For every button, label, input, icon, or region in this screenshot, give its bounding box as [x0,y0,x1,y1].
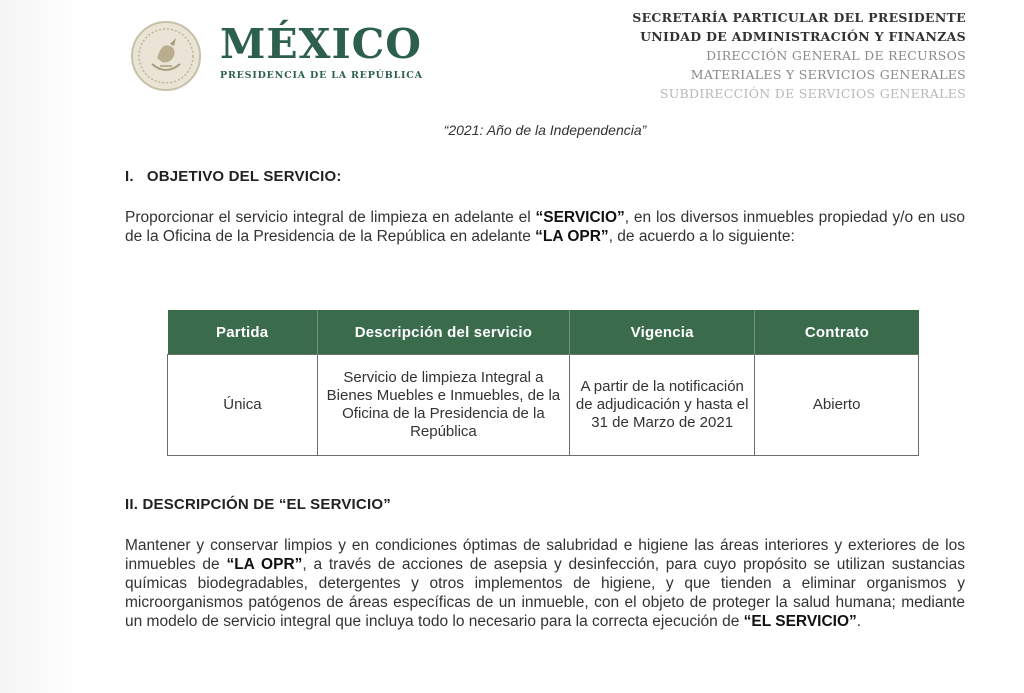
year-motto: “2021: Año de la Independencia” [443,122,647,138]
paragraph-text: Mantener y conservar limpios y en condiciones óptimas de salubridad e higiene las áreas interiores y exteriores de los inmuebles de [125,537,965,573]
department-line: MATERIALES Y SERVICIOS GENERALES [690,67,966,82]
paragraph-text: , de acuerdo a lo siguiente: [608,227,795,245]
logo-block [220,22,423,81]
column-header-contrato: Contrato [755,310,919,355]
logo-subtitle: PRESIDENCIA DE LA REPÚBLICA [220,70,423,81]
cell-partida: Única [168,355,318,456]
bold-term: “SERVICIO” [535,209,625,226]
section-description-heading: II. DESCRIPCIÓN DE “EL SERVICIO” [125,496,391,513]
cell-descripcion: Servicio de limpieza Integral a Bienes Muebles e Inmuebles, de la Oficina de la Presidencia de la República [317,355,569,456]
column-header-vigencia: Vigencia [569,310,754,355]
department-line: SECRETARÍA PARTICULAR DEL PRESIDENTE [632,10,966,25]
description-paragraph [125,536,965,631]
table-row [168,355,919,456]
bold-term: “LA OPR” [535,227,609,245]
paragraph-text: . [856,613,862,630]
objective-paragraph [125,209,965,246]
paragraph-text: Proporcionar el servicio integral de limpieza en adelante el [125,209,536,226]
paragraph-text: , en los diversos inmuebles propiedad y/o en uso de la Oficina de la Presidencia de la República en adelante [125,209,965,245]
department-block [632,8,966,103]
coat-of-arms-seal-icon [130,20,202,92]
bold-term: “EL SERVICIO” [743,613,857,630]
service-table [167,310,919,456]
cell-contrato: Abierto [755,355,919,456]
department-line: DIRECCIÓN GENERAL DE RECURSOS [706,48,966,63]
column-header-descripcion: Descripción del servicio [317,310,569,355]
bold-term: “LA OPR” [226,556,303,573]
paragraph-text: , a través de acciones de asepsia y desinfección, para cuyo propósito se utilizan sustancias químicas biodegradables, detergentes y otros implementos de higiene, y que tienden a eliminar organismos y microorganismos patógenos de áreas específicas de un inmueble, con el objeto de proteger la salud humana; mediante un modelo de servicio integral que incluya todo lo necesario para la correcta ejecución de [125,556,965,630]
cell-vigencia: A partir de la notificación de adjudicación y hasta el 31 de Marzo de 2021 [569,355,754,456]
table-header-row [168,310,919,355]
logo-name: MÉXICO [220,20,422,68]
column-header-partida: Partida [168,310,318,355]
department-line: UNIDAD DE ADMINISTRACIÓN Y FINANZAS [640,29,966,44]
section-objective-heading: I. OBJETIVO DEL SERVICIO: [125,168,342,185]
department-line: SUBDIRECCIÓN DE SERVICIOS GENERALES [659,86,966,101]
